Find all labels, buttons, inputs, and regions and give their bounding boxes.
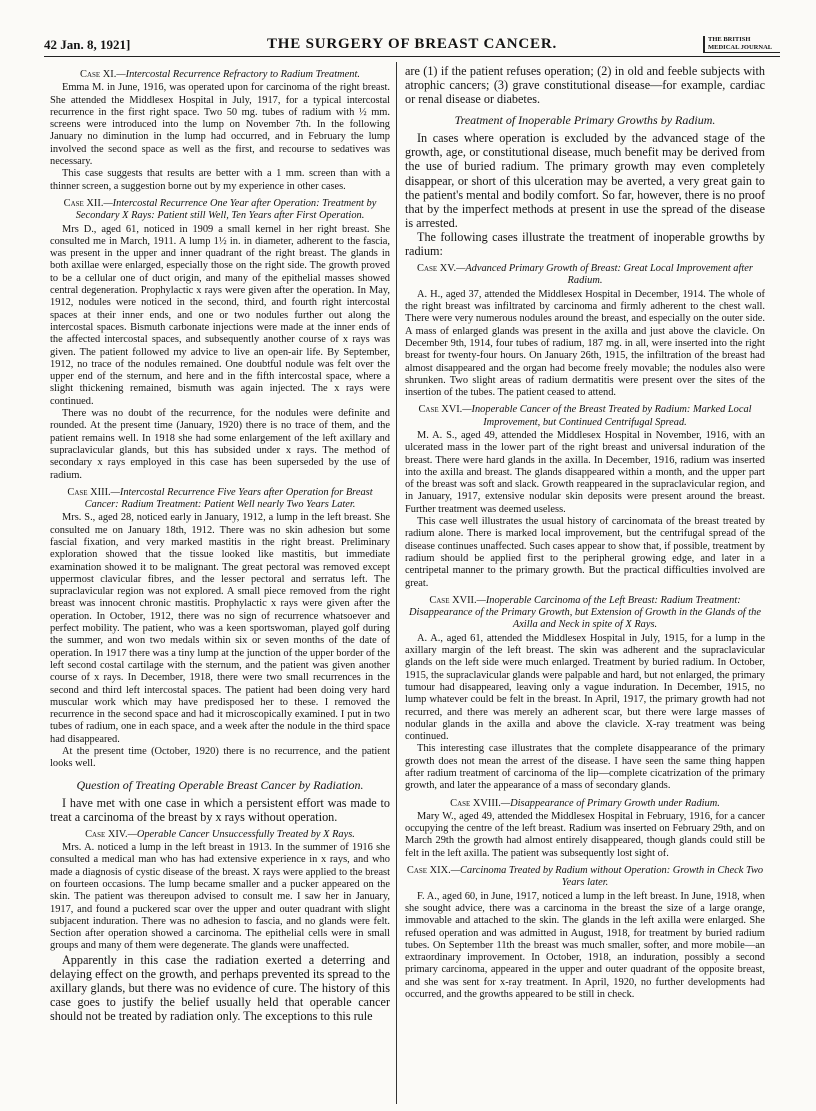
paragraph: I have met with one case in which a persistent effort was made to treat a carcinoma of the breast by x rays without operation. (50, 795, 390, 824)
case-number: Case XVII. (429, 594, 477, 606)
case-heading (405, 404, 765, 429)
case-number: Case XV. (417, 263, 457, 275)
case-heading (405, 865, 765, 890)
journal-name: THE BRITISH MEDICAL JOURNAL (703, 36, 780, 53)
case-heading (405, 263, 765, 288)
page-header (44, 34, 780, 57)
paragraph: A. A., aged 61, attended the Middlesex Hospital in July, 1915, for a lump in the axillary margin of the left breast. The skin was adherent and the supraclavicular glands on the left side were much enlarged. Treatment by buried radium. In October, 1915, the supraclavicular glands were palpable and hard, but not enlarged, the primary tumour had disappeared, leaving only a vague induration. In December, 1915, no lump whatever could be felt in the breast. In April, 1917, the primary growth had not recurred, and there was merely an adherent scar, but there were large masses of nodular glands in the axilla and above the clavicle. X-ray treatment was being continued. (405, 632, 765, 743)
paragraph: Mary W., aged 49, attended the Middlesex Hospital in February, 1916, for a cancer occupying the centre of the left breast. Radium was inserted on February 29th, and on March 29th the growth had almost entirely disappeared, though glands could still be felt in the left axilla. The patient was subsequently lost sight of. (405, 810, 765, 859)
case-title: —Inoperable Carcinoma of the Left Breast: Radium Treatment: Disappearance of the Primary Growth, but Extension of Growth in the Glands of the Axilla and Neck in spite of X Rays. (409, 594, 761, 631)
case-heading (50, 829, 390, 841)
case-title: —Intercostal Recurrence Five Years after Operation for Breast Cancer: Radium Treatment: Patient Well nearly Two Years Later. (84, 486, 373, 511)
paragraph: F. A., aged 60, in June, 1917, noticed a lump in the left breast. In June, 1918, when she sought advice, there was a carcinoma in the breast the size of a large orange, immovable and attached to the skin. The glands in the left axilla were enlarged. She refused operation and was admitted in August, 1918, for treatment by buried radium tubes. On September 11th the breast was much smaller, softer, and more mobile—an extraordinary improvement. In October, 1918, an induration, possibly a second primary carcinoma, appeared in the upper and outer quadrant of the opposite breast, and she was sent for x-ray treatment. In April, 1920, no further developments had occurred, and the growths appeared to be still in check. (405, 890, 765, 1001)
case-heading (405, 798, 765, 810)
page-number-date: 42 Jan. 8, 1921] (44, 37, 131, 52)
section-heading: Treatment of Inoperable Primary Growths by Radium. (454, 113, 716, 128)
column-divider (396, 62, 397, 1104)
left-column (50, 64, 390, 1023)
case-number: Case XIII. (67, 486, 111, 498)
case-heading (405, 595, 765, 632)
paragraph: This case suggests that results are better with a 1 mm. screen than with a thinner screen, a suggestion borne out by my experience in other cases. (50, 168, 390, 192)
paragraph: M. A. S., aged 49, attended the Middlesex Hospital in November, 1916, with an ulcerated mass in the lower part of the right breast and universal induration of the breast. There were hard glands in the axilla. In December, 1916, radium was inserted into the axilla and breast. The glands disappeared within a month, and the upper part of the breast was soft and slack. Growth reappeared in the supraclavicular region, and in January, 1917, extensive nodular skin deposits were present around the breast. Further treatment was deemed useless. (405, 429, 765, 515)
paragraph: This case well illustrates the usual history of carcinomata of the breast treated by radium alone. There is marked local improvement, but the centrifugal spread of the disease continues unaffected. Such cases appear to show that, if possible, treatment by radium should be applied first to the peripheral growing edge, and later in a centripetal manner to the primary growth. But the practical difficulties involved are great. (405, 516, 765, 589)
case-title: —Intercostal Recurrence Refractory to Radium Treatment. (116, 69, 360, 80)
case-heading (50, 487, 390, 512)
right-column (405, 64, 765, 1001)
case-number: Case XIX. (406, 865, 451, 877)
case-number: Case XII. (63, 197, 104, 209)
paragraph: The following cases illustrate the treatment of inoperable growths by radium: (405, 229, 765, 259)
section-heading: Question of Treating Operable Breast Cancer by Radiation. (76, 777, 364, 792)
paragraph: Apparently in this case the radiation exerted a deterring and delaying effect on the growth, and perhaps prevented its spread to the axillary glands, but there was no evidence of cure. The history of this case goes to justify the belief usually held that operable cancer should not be treated by radiation only. The exceptions to this rule (50, 952, 390, 1024)
running-title: THE SURGERY OF BREAST CANCER. (266, 36, 558, 52)
paragraph: Mrs D., aged 61, noticed in 1909 a small kernel in her right breast. She consulted me in March, 1911. A lump 1½ in. in diameter, adherent to the fascia, was present in the upper and inner quadrant of the right breast. The glands in both axillae were enlarged, especially those on the right side. The growth proved to be a cellular one of duct origin, and many of the epithelial masses showed central degeneration. Prophylactic x rays were given after the operation. In May, 1912, nodules were noticed in the second, third, and fourth right intercostal spaces at their inner ends, and one or two nodules further out along the intercostal spaces. Bismuth carbonate injections were made at the inner ends of the affected intercostal spaces, and subsequently another course of x rays was given. The patient followed my advice to live an open-air life. By September, 1912, no trace of the nodules remained. One doubtful nodule was felt over the upper end of the sternum, and here and in the fifth intercostal space, where a slight thickening remained, bismuth was again injected. The x rays were continued. (50, 223, 390, 407)
paragraph: This interesting case illustrates that the complete disappearance of the primary growth does not mean the arrest of the disease. I have seen the same thing happen after radium treatment of carcinoma of the lip—complete cicatrization of the primary growth, and later the appearance of a mass of secondary glands. (405, 743, 765, 792)
paragraph: A. H., aged 37, attended the Middlesex Hospital in December, 1914. The whole of the right breast was infiltrated by carcinoma and firmly adherent to the chest wall. There were very numerous nodules around the breast, and especially on the outer side. A mass of enlarged glands was present in the axilla and just above the clavicle. On December 9th, 1914, four tubes of radium, 187 mg. in all, were inserted into the right breast for twenty-four hours. On January 26th, 1915, the infiltration of the breast had almost disappeared and the organ had become freely movable; the nodules also were shrunken. Two slight areas of radium dermatitis were present over the sites of the insertion of the tubes. The patient ceased to attend. (405, 288, 765, 399)
case-title: —Operable Cancer Unsuccessfully Treated by X Rays. (127, 828, 355, 840)
case-title: —Carcinoma Treated by Radium without Operation: Growth in Check Two Years later. (450, 865, 764, 889)
paragraph: Mrs. A. noticed a lump in the left breast in 1913. In the summer of 1916 she consulted a medical man who has had extensive experience in x rays, and who made a diagnosis of cystic disease of the breast. X rays were applied to the breast on fourteen occasions. The lump became smaller and a pucker appeared on the skin. The patient was thereupon advised to consult me. I saw her in January, 1917, and found a puckered scar over the upper and outer quadrant with slight subjacent induration. There was no adhesion to fascia, and no glands were felt. Section after operation showed a carcinoma. The epithelial cells were in small groups and many of them were degenerate. The glands were unaffected. (50, 842, 390, 952)
case-number: Case XI. (80, 69, 117, 80)
case-title: —Advanced Primary Growth of Breast: Great Local Improvement after Radium. (456, 263, 753, 287)
case-title: —Intercostal Recurrence One Year after Operation: Treatment by Secondary X Rays: Patient still Well, Ten Years after First Operation. (75, 197, 377, 222)
paragraph: Mrs. S., aged 28, noticed early in January, 1912, a lump in the left breast. She consulted me on January 18th, 1912. There was no skin adhesion but some fascial fixation, and very marked mastitis in the right breast. Preliminary exploration showed that the tissue looked like mastitis, but immediate examination showed it to be malignant. The great pectoral was removed except uppermost clavicular fibres, and the lesser pectoral and serratus left. The supraclavicular region was not explored. A small piece removed from the right breast was innocent chronic mastitis. Prophylactic x rays were given after the operation. In October, 1912, there was no sign of recurrence whatsoever and perfect mobility. The patient, who was a keen sportswoman, played golf during the summer, and won two medals within six or seven months of the date of operation. In 1917 there was a tiny lump at the junction of the upper border of the left second costal cartilage with the sternum, and the patient was given another course of x rays. In December, 1918, there were two small recurrences in the second and third left intercostal spaces. The patient had been doing very hard muscular work which may have predisposed her to these. I removed the recurrence in the second space and had it microscopically examined. I put in two tubes of radium, one in each space, and a week after the nodule in the third space had disappeared. (50, 512, 390, 745)
paragraph: Emma M. in June, 1916, was operated upon for carcinoma of the right breast. She attended the Middlesex Hospital in July, 1917, for a typical intercostal recurrence in the first right space. Two 50 mg. tubes of radium with ½ mm. screens were introduced into the lump on November 7th. In the following January no diminution in the lump had occurred, and in February the lump involved the second space as well as the first, and recourse to sedatives was necessary. (50, 82, 390, 168)
paragraph: There was no doubt of the recurrence, for the nodules were definite and rounded. At the present time (January, 1920) there is no trace of them, and the patient remains well. In 1918 she had some enlargement of the left axillary and supraclavicular glands, but this has subsided under x rays. The method of secondary x rays employed in this case has been superseded by the use of radium. (50, 408, 390, 481)
paragraph: At the present time (October, 1920) there is no recurrence, and the patient looks well. (50, 746, 390, 770)
case-number: Case XIV. (85, 828, 128, 840)
case-heading (50, 198, 390, 223)
case-title: —Inoperable Cancer of the Breast Treated by Radium: Marked Local Improvement, but Continued Centrifugal Spread. (462, 404, 752, 428)
case-heading (50, 69, 390, 81)
case-title: —Disappearance of Primary Growth under Radium. (500, 797, 720, 809)
case-number: Case XVI. (418, 404, 463, 416)
paragraph: In cases where operation is excluded by the advanced stage of the growth, age, or constitutional disease, much benefit may be derived from the use of buried radium. The primary growth may even completely disappear, or short of this ulceration may be averted, a very great gain to the patient's mental and bodily comfort. So far, however, there is no proof that by the imperfect methods at present in use the spread of the disease is arrested. (405, 131, 765, 230)
paragraph: are (1) if the patient refuses operation; (2) in old and feeble subjects with atrophic cancers; (3) grave constitutional disease—for example, cardiac or renal disease or diabetes. (405, 64, 765, 107)
case-number: Case XVIII. (450, 797, 501, 809)
